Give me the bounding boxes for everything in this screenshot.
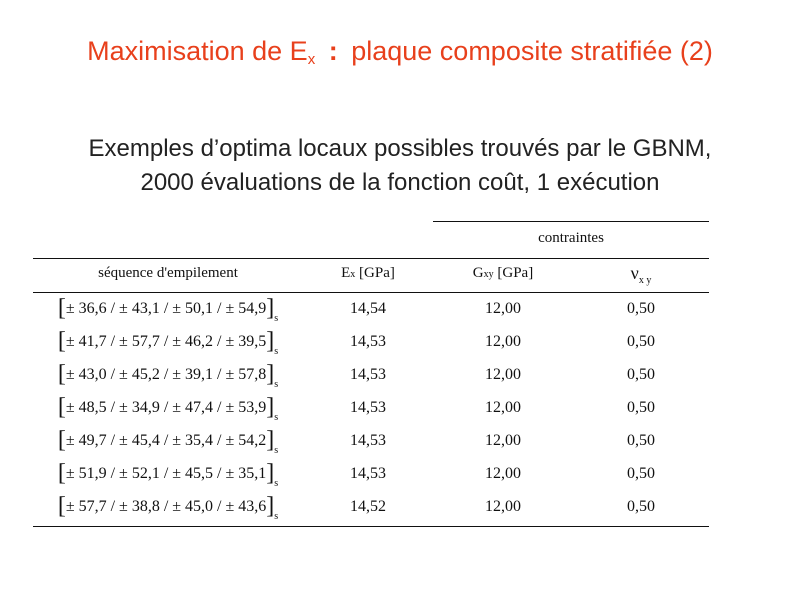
- bracket-close: ]: [266, 460, 275, 486]
- sequence-value: ± 49,7 / ± 45,4 / ± 35,4 / ± 54,2: [65, 432, 267, 449]
- cell-ex: 14,53: [350, 366, 386, 383]
- bracket-close: ]: [266, 427, 275, 453]
- cell-nu: 0,50: [627, 333, 655, 350]
- subscript-s: s: [274, 346, 279, 357]
- cell-nu: 0,50: [627, 432, 655, 449]
- cell-sequence: [33, 490, 303, 523]
- header-sequence: séquence d'empilement: [98, 265, 238, 281]
- slide-subtitle: [0, 132, 800, 200]
- cell-nu: 0,50: [627, 300, 655, 317]
- cell-gxy: 12,00: [485, 333, 521, 350]
- sequence-value: ± 57,7 / ± 38,8 / ± 45,0 / ± 43,6: [65, 498, 267, 515]
- table-row: [33, 391, 709, 424]
- subscript-s: s: [274, 478, 279, 489]
- table-row: [33, 358, 709, 391]
- sequence-value: ± 41,7 / ± 57,7 / ± 46,2 / ± 39,5: [65, 333, 267, 350]
- subscript-s: s: [274, 313, 279, 324]
- cell-gxy: 12,00: [485, 366, 521, 383]
- table-row: [33, 292, 709, 325]
- title-part2: plaque composite stratifiée (2): [351, 36, 713, 66]
- cell-nu: 0,50: [627, 399, 655, 416]
- bracket-close: ]: [266, 493, 275, 519]
- table-row: [33, 490, 709, 523]
- cell-ex: 14,53: [350, 399, 386, 416]
- cell-sequence: [33, 457, 303, 490]
- bracket-close: ]: [266, 328, 275, 354]
- cell-sequence: [33, 391, 303, 424]
- header-top-rule: [33, 258, 709, 259]
- cell-gxy: 12,00: [485, 498, 521, 515]
- header-ex: Ex [GPa]: [341, 265, 395, 281]
- subtitle-line-2: 2000 évaluations de la fonction coût, 1 exécution: [140, 169, 660, 196]
- subscript-s: s: [274, 379, 279, 390]
- cell-nu: 0,50: [627, 465, 655, 482]
- subscript-s: s: [274, 412, 279, 423]
- sequence-value: ± 51,9 / ± 52,1 / ± 45,5 / ± 35,1: [65, 465, 267, 482]
- bracket-open: [: [57, 493, 66, 519]
- title-part1: Maximisation de E: [87, 36, 308, 66]
- bracket-open: [: [57, 394, 66, 420]
- table-row: [33, 424, 709, 457]
- header-gxy: Gxy [GPa]: [472, 265, 534, 281]
- table-row: [33, 325, 709, 358]
- cell-nu: 0,50: [627, 366, 655, 383]
- cell-ex: 14,54: [350, 300, 386, 317]
- cell-ex: 14,53: [350, 465, 386, 482]
- cell-ex: 14,53: [350, 432, 386, 449]
- cell-sequence: [33, 424, 303, 457]
- cell-ex: 14,53: [350, 333, 386, 350]
- cell-gxy: 12,00: [485, 399, 521, 416]
- bracket-close: ]: [266, 394, 275, 420]
- title-subscript: x: [307, 51, 316, 68]
- subscript-s: s: [274, 511, 279, 522]
- sequence-value: ± 43,0 / ± 45,2 / ± 39,1 / ± 57,8: [65, 366, 267, 383]
- bracket-open: [: [57, 295, 66, 321]
- cell-sequence: [33, 325, 303, 358]
- bracket-open: [: [57, 361, 66, 387]
- sequence-value: ± 36,6 / ± 43,1 / ± 50,1 / ± 54,9: [65, 300, 267, 317]
- subscript-s: s: [274, 445, 279, 456]
- bracket-open: [: [57, 460, 66, 486]
- subtitle-line-1: Exemples d’optima locaux possibles trouvés par le GBNM,: [88, 135, 712, 162]
- sequence-value: ± 48,5 / ± 34,9 / ± 47,4 / ± 53,9: [65, 399, 267, 416]
- header-nu: $\nu_{x y}$: [630, 263, 652, 286]
- cell-sequence: [33, 292, 303, 325]
- cell-ex: 14,52: [350, 498, 386, 515]
- table-bottom-rule: [33, 526, 709, 527]
- slide-title: [0, 36, 800, 68]
- cell-gxy: 12,00: [485, 465, 521, 482]
- title-colon: :: [328, 36, 338, 66]
- group-header-contraintes: contraintes: [538, 230, 604, 246]
- cell-nu: 0,50: [627, 498, 655, 515]
- cell-gxy: 12,00: [485, 300, 521, 317]
- group-header-rule: [433, 221, 709, 222]
- cell-gxy: 12,00: [485, 432, 521, 449]
- bracket-open: [: [57, 427, 66, 453]
- table-row: [33, 457, 709, 490]
- bracket-close: ]: [266, 295, 275, 321]
- bracket-open: [: [57, 328, 66, 354]
- cell-sequence: [33, 358, 303, 391]
- bracket-close: ]: [266, 361, 275, 387]
